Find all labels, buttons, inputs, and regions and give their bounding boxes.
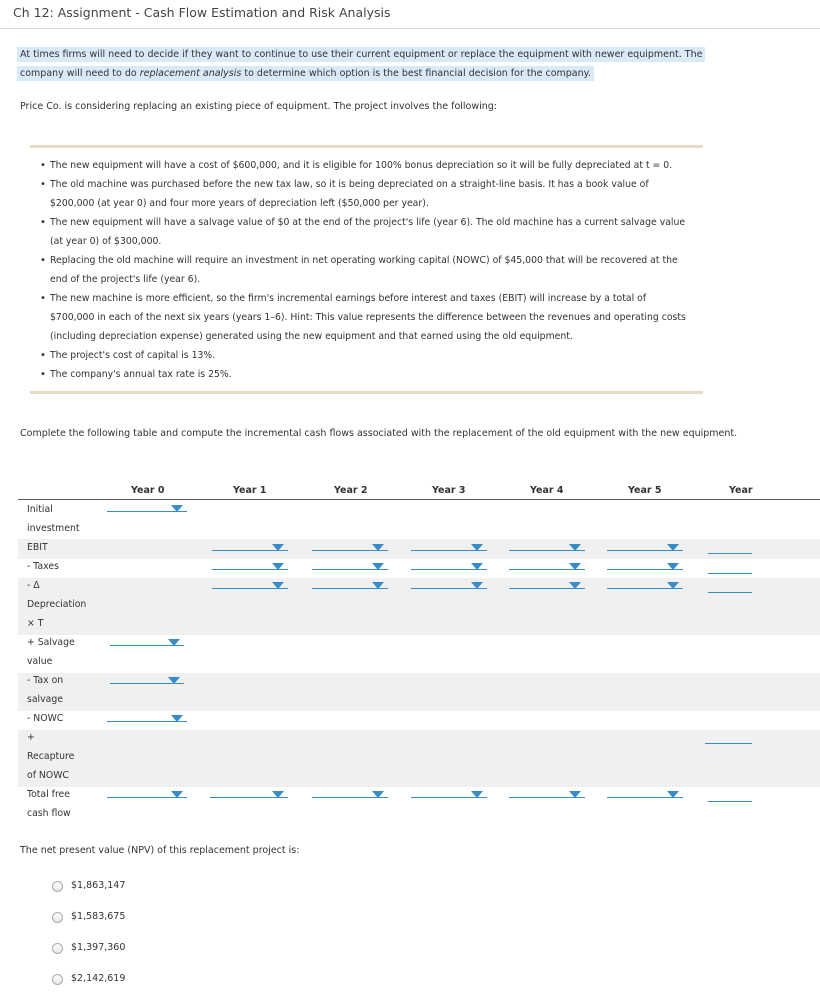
total-fcf-year0-dropdown[interactable] xyxy=(107,791,187,798)
price-co-statement: Price Co. is considering replacing an existing piece of equipment. The project involves the following: xyxy=(20,101,498,112)
chevron-down-icon xyxy=(168,677,180,684)
taxes-year6-input[interactable] xyxy=(708,572,752,574)
depreciation-year5-dropdown[interactable] xyxy=(607,582,683,589)
bullet-item: • Replacing the old machine will require an investment in net operating working capital (NOWC) of $45,000 that will be recovered at the end of the project's life (year 6). xyxy=(40,251,690,289)
chevron-down-icon xyxy=(667,582,679,589)
bullet-item: • The new equipment will have a salvage value of $0 at the end of the project's life (year 6). The old machine has a current salvage value (at year 0) of $300,000. xyxy=(40,213,690,251)
nowc-year0-dropdown[interactable] xyxy=(107,715,187,722)
radio-button[interactable] xyxy=(52,974,63,985)
year-4-header: Year 4 xyxy=(530,485,564,496)
ebit-year1-dropdown[interactable] xyxy=(212,544,288,551)
chevron-down-icon xyxy=(471,563,483,570)
row-label-tax-on-salvage: - Tax on salvage xyxy=(27,675,64,705)
chevron-down-icon xyxy=(569,582,581,589)
taxes-year2-dropdown[interactable] xyxy=(312,563,388,570)
taxes-year5-dropdown[interactable] xyxy=(607,563,683,570)
chevron-down-icon xyxy=(168,639,180,646)
page-header xyxy=(0,0,820,29)
taxes-year1-dropdown[interactable] xyxy=(212,563,288,570)
intro-paragraph xyxy=(17,45,717,83)
project-details-list xyxy=(40,156,690,384)
chevron-down-icon xyxy=(171,715,183,722)
row-label-salvage-value: + Salvage value xyxy=(27,637,75,667)
chevron-down-icon xyxy=(667,544,679,551)
row-label-ebit: EBIT xyxy=(27,542,48,553)
chevron-down-icon xyxy=(471,582,483,589)
total-fcf-year1-dropdown[interactable] xyxy=(210,791,288,798)
row-label-taxes: - Taxes xyxy=(27,561,59,572)
initial-investment-year0-dropdown[interactable] xyxy=(107,505,187,512)
year-3-header: Year 3 xyxy=(432,485,466,496)
row-label-delta-depreciation: - Δ Depreciation × T xyxy=(27,580,87,629)
depreciation-year6-input[interactable] xyxy=(708,591,752,593)
npv-question: The net present value (NPV) of this replacement project is: xyxy=(20,845,300,856)
assignment-title: Ch 12: Assignment - Cash Flow Estimation and Risk Analysis xyxy=(13,5,391,20)
tax-on-salvage-year0-dropdown[interactable] xyxy=(110,677,184,684)
depreciation-year4-dropdown[interactable] xyxy=(509,582,585,589)
taxes-year4-dropdown[interactable] xyxy=(509,563,585,570)
project-details-box xyxy=(30,145,703,394)
year-1-header: Year 1 xyxy=(233,485,267,496)
intro-line-1: At times firms will need to decide if they want to continue to use their current equipment or replace the equipment with newer equipment. The xyxy=(17,47,705,62)
chevron-down-icon xyxy=(569,544,581,551)
total-fcf-year6-input[interactable] xyxy=(708,800,752,802)
chevron-down-icon xyxy=(372,582,384,589)
replacement-analysis-term: replacement analysis xyxy=(139,68,242,79)
npv-option-label: $1,863,147 xyxy=(71,880,126,891)
radio-button[interactable] xyxy=(52,943,63,954)
cash-flow-table xyxy=(18,480,820,820)
taxes-year3-dropdown[interactable] xyxy=(411,563,487,570)
year-6-header: Year xyxy=(729,485,753,496)
chevron-down-icon xyxy=(272,791,284,798)
year-0-header: Year 0 xyxy=(131,485,165,496)
row-label-nowc: - NOWC xyxy=(27,713,64,724)
npv-option-label: $1,397,360 xyxy=(71,942,126,953)
chevron-down-icon xyxy=(171,791,183,798)
total-fcf-year5-dropdown[interactable] xyxy=(607,791,683,798)
chevron-down-icon xyxy=(272,563,284,570)
chevron-down-icon xyxy=(569,791,581,798)
bullet-item: • The new equipment will have a cost of $600,000, and it is eligible for 100% bonus depreciation so it will be fully depreciated at t = 0. xyxy=(40,156,690,175)
chevron-down-icon xyxy=(372,563,384,570)
ebit-year4-dropdown[interactable] xyxy=(509,544,585,551)
bullet-item: • The company's annual tax rate is 25%. xyxy=(40,365,690,384)
header-rule xyxy=(18,499,820,500)
depreciation-year3-dropdown[interactable] xyxy=(411,582,487,589)
depreciation-year2-dropdown[interactable] xyxy=(312,582,388,589)
total-fcf-year3-dropdown[interactable] xyxy=(411,791,487,798)
chevron-down-icon xyxy=(272,582,284,589)
year-5-header: Year 5 xyxy=(628,485,662,496)
ebit-year6-input[interactable] xyxy=(708,552,752,554)
ebit-year2-dropdown[interactable] xyxy=(312,544,388,551)
chevron-down-icon xyxy=(471,544,483,551)
chevron-down-icon xyxy=(471,791,483,798)
chevron-down-icon xyxy=(171,505,183,512)
ebit-year5-dropdown[interactable] xyxy=(607,544,683,551)
recapture-nowc-year6-input[interactable] xyxy=(705,742,752,744)
bullet-item: • The project's cost of capital is 13%. xyxy=(40,346,690,365)
year-2-header: Year 2 xyxy=(334,485,368,496)
row-label-total-free-cash-flow: Total free cash flow xyxy=(27,789,71,819)
bullet-item: • The new machine is more efficient, so the firm's incremental earnings before interest and taxes (EBIT) will increase by a total of $700,000 in each of the next six years (years 1–6). Hint: This value represents the difference between the revenues and operating costs (including depreciation expense) generated using the new equipment and that earned using the old equipment. xyxy=(40,289,690,346)
chevron-down-icon xyxy=(372,544,384,551)
chevron-down-icon xyxy=(372,791,384,798)
intro-line-2: company will need to do replacement analysis to determine which option is the best financial decision for the company. xyxy=(17,66,594,81)
chevron-down-icon xyxy=(569,563,581,570)
chevron-down-icon xyxy=(667,791,679,798)
row-label-recapture-nowc: + Recapture of NOWC xyxy=(27,732,75,781)
row-label-initial-investment: Initial investment xyxy=(27,504,80,534)
total-fcf-year4-dropdown[interactable] xyxy=(509,791,585,798)
npv-option-label: $2,142,619 xyxy=(71,973,126,984)
radio-button[interactable] xyxy=(52,881,63,892)
npv-option-label: $1,583,675 xyxy=(71,911,126,922)
radio-button[interactable] xyxy=(52,912,63,923)
total-fcf-year2-dropdown[interactable] xyxy=(312,791,388,798)
depreciation-year1-dropdown[interactable] xyxy=(212,582,288,589)
bullet-item: • The old machine was purchased before the new tax law, so it is being depreciated on a straight-line basis. It has a book value of $200,000 (at year 0) and four more years of depreciation left ($50,000 per year). xyxy=(40,175,690,213)
ebit-year3-dropdown[interactable] xyxy=(411,544,487,551)
chevron-down-icon xyxy=(667,563,679,570)
chevron-down-icon xyxy=(272,544,284,551)
table-instructions: Complete the following table and compute the incremental cash flows associated with the replacement of the old equipment with the new equipment. xyxy=(20,428,738,439)
salvage-value-year0-dropdown[interactable] xyxy=(110,639,184,646)
row-shade-recapture xyxy=(18,730,820,787)
